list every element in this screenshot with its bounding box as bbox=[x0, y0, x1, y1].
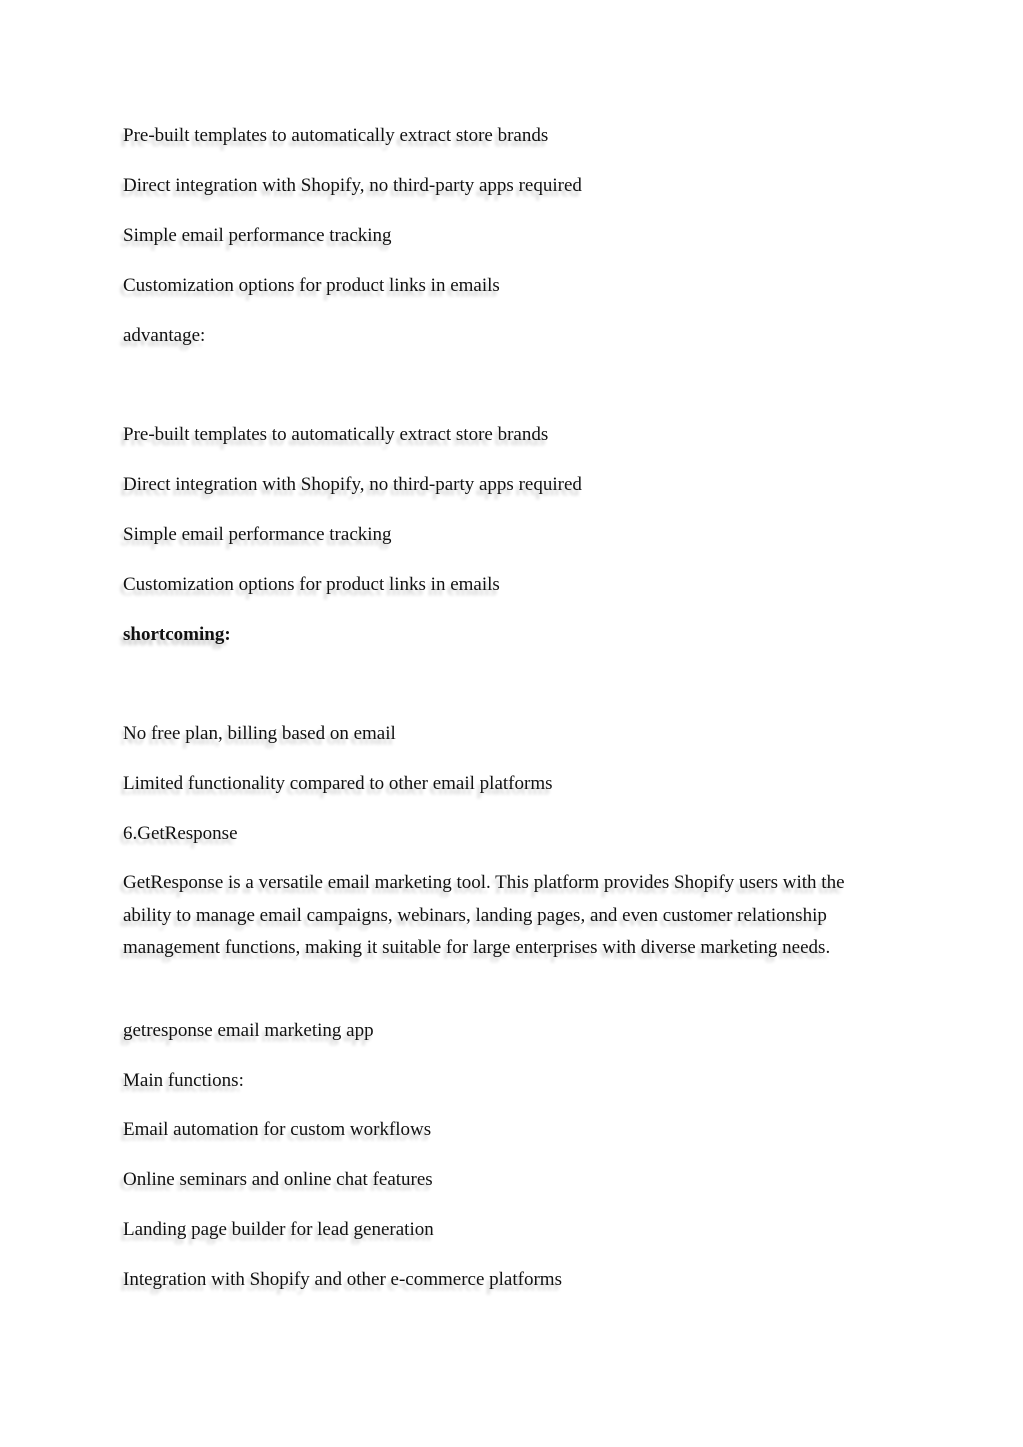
feature-item: Simple email performance tracking bbox=[123, 225, 392, 246]
function-item: Integration with Shopify and other e-commerce platforms bbox=[123, 1269, 562, 1290]
shortcoming-item: No free plan, billing based on email bbox=[123, 723, 396, 744]
advantage-item: Customization options for product links in emails bbox=[123, 574, 500, 595]
feature-item: Pre-built templates to automatically extract store brands bbox=[123, 125, 549, 146]
advantage-heading: advantage: bbox=[123, 325, 206, 346]
feature-item: Direct integration with Shopify, no third-party apps required bbox=[123, 175, 582, 196]
shortcoming-item: Limited functionality compared to other email platforms bbox=[123, 773, 553, 794]
getresponse-description: GetResponse is a versatile email marketing tool. This platform provides Shopify users with the ability to manage email campaigns, webinars, landing pages, and even customer relationship management functions, making it suitable for large enterprises with diverse marketing needs. bbox=[123, 872, 845, 959]
functions-heading: Main functions: bbox=[123, 1070, 244, 1091]
advantage-item: Pre-built templates to automatically extract store brands bbox=[123, 424, 549, 445]
function-item: Email automation for custom workflows bbox=[123, 1119, 432, 1140]
section-heading: 6.GetResponse bbox=[123, 823, 238, 844]
function-item: Online seminars and online chat features bbox=[123, 1169, 433, 1190]
function-item: Landing page builder for lead generation bbox=[123, 1219, 434, 1240]
feature-item: Customization options for product links in emails bbox=[123, 275, 500, 296]
advantage-item: Simple email performance tracking bbox=[123, 524, 392, 545]
advantage-item: Direct integration with Shopify, no third-party apps required bbox=[123, 474, 582, 495]
shortcoming-heading: shortcoming: bbox=[123, 624, 231, 645]
image-caption: getresponse email marketing app bbox=[123, 1020, 374, 1041]
